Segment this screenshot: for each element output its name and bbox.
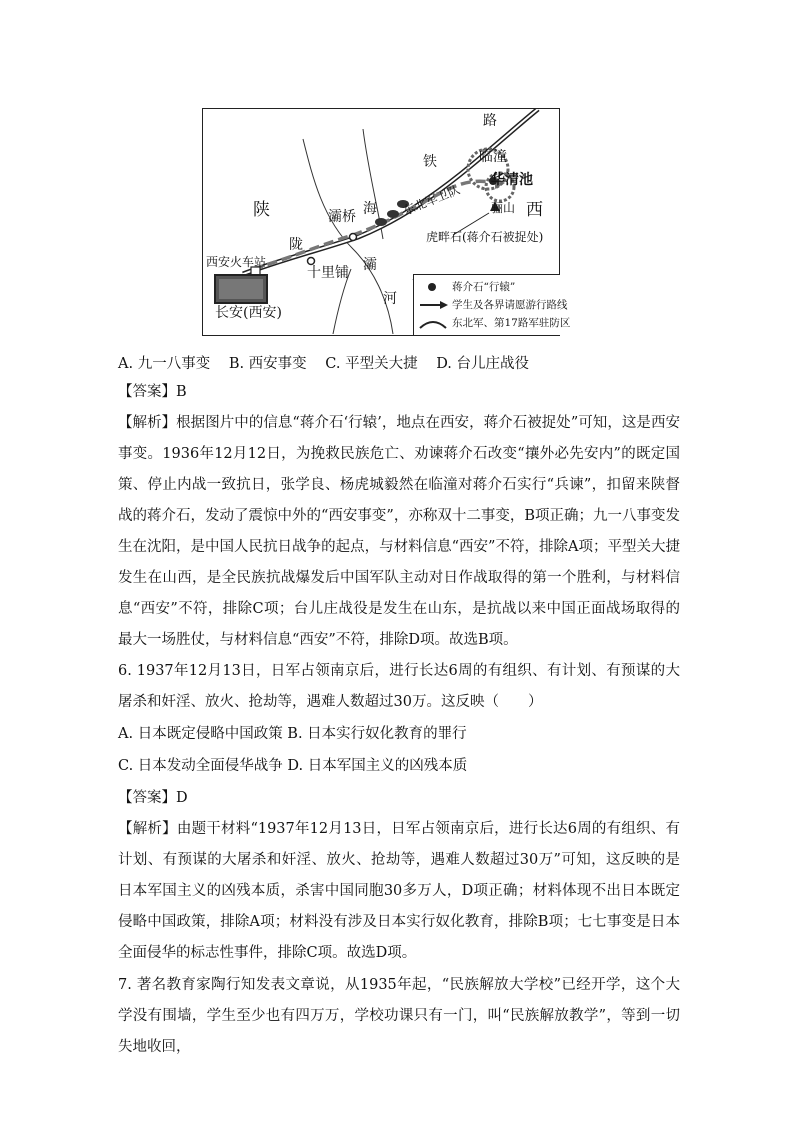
q7-stem: 7. 著名教育家陶行知发表文章说，从1935年起，“民族解放大学校”已经开学，这个大学没有围墙，学生至少也有四万万，学校功课只有一门，叫“民族解放教学”，等到一切失地收回， (118, 977, 680, 1055)
q5-answer: 【答案】B (118, 384, 187, 400)
map-label-xian-station: 西安火车站 (206, 255, 267, 269)
q5-option-b: B. 西安事变 (228, 356, 307, 372)
map-legend (413, 274, 571, 335)
map-label-lu: 路 (483, 113, 497, 129)
map-label-huaqingchi: 华清池 (491, 172, 533, 188)
map-label-shaan: 陕 (253, 200, 270, 220)
map-label-tie: 铁 (423, 154, 437, 170)
map-label-shilipu: 十里铺 (307, 265, 349, 281)
legend-label-headquarters: 蒋介石“行辕” (452, 281, 516, 293)
map-label-he: 河 (383, 291, 397, 307)
map-label-lishan: 骊山 (491, 201, 516, 215)
q6-options-line2: C. 日本发动全面侵华战争 D. 日本军国主义的凶残本质 (118, 758, 468, 774)
map-label-long: 陇 (289, 237, 303, 253)
map-label-ba-river: 灞 (363, 257, 377, 273)
q5-option-d: D. 台儿庄战役 (436, 356, 530, 372)
q5-options (118, 352, 543, 373)
q5-option-c: C. 平型关大捷 (325, 356, 418, 372)
q6-stem: 6. 1937年12月13日，日军占领南京后，进行长达6周的有组织、有计划、有预谋的大屠杀和奸淫、放火、抢劫等，遇难人数超过30万。这反映（ ） (118, 663, 680, 710)
map-label-guard: 东北军卫队 (401, 182, 462, 218)
q5-analysis: 【解析】根据图片中的信息“蒋介石‘行辕’，地点在西安，蒋介石被捉处”可知，这是西安事变。1936年12月12日，为挽救民族危亡、劝谏蒋介石改变“攘外必先安内”的既定国策、停止内战一致抗日，张学良、杨虎城毅然在临潼对蒋介石实行“兵谏”，扣留来陕督战的蒋介石，发动了震惊中外的“西安事变”，亦称双十二事变，B项正确；九一八事变发生在沈阳，是中国人民抗日战争的起点，与材料信息“西安”不符，排除A项；平型关大捷发生在山西，是全民族抗战爆发后中国军队主动对日作战取得的第一个胜利，与材料信息“西安”不符，排除C项；台儿庄战役是发生在山东，是抗战以来中国正面战场取得的最大一场胜仗，与材料信息“西安”不符，排除D项。故选B项。 (118, 415, 680, 648)
q6-analysis: 【解析】由题干材料“1937年12月13日，日军占领南京后，进行长达6周的有组织、有计划、有预谋的大屠杀和奸淫、放火、抢劫等，遇难人数超过30万”可知，这反映的是日本军国主义的凶残本质，杀害中国同胞30多万人，D项正确；材料体现不出日本既定侵略中国政策，排除A项；材料没有涉及日本实行奴化教育，排除B项；七七事变是日本全面侵华的标志性事件，排除C项。故选D项。 (118, 821, 680, 961)
map-label-lintong: 临潼 (479, 149, 507, 165)
map-label-xi: 西 (526, 200, 543, 220)
xian-incident-map (202, 108, 571, 336)
legend-label-route: 学生及各界请愿游行路线 (452, 299, 568, 311)
map-label-hai: 海 (363, 201, 377, 217)
map-label-hupanshi: 虎畔石(蒋介石被捉处) (426, 230, 544, 244)
map-label-baqiao: 灞桥 (328, 209, 356, 225)
map-label-changan: 长安(西安) (215, 305, 282, 321)
q6-answer: 【答案】D (118, 790, 188, 806)
q6-options-line1: A. 日本既定侵略中国政策 B. 日本实行奴化教育的罪行 (118, 726, 467, 742)
q5-option-a: A. 九一八事变 (118, 356, 211, 372)
legend-label-garrison: 东北军、第17路军驻防区 (452, 317, 571, 329)
